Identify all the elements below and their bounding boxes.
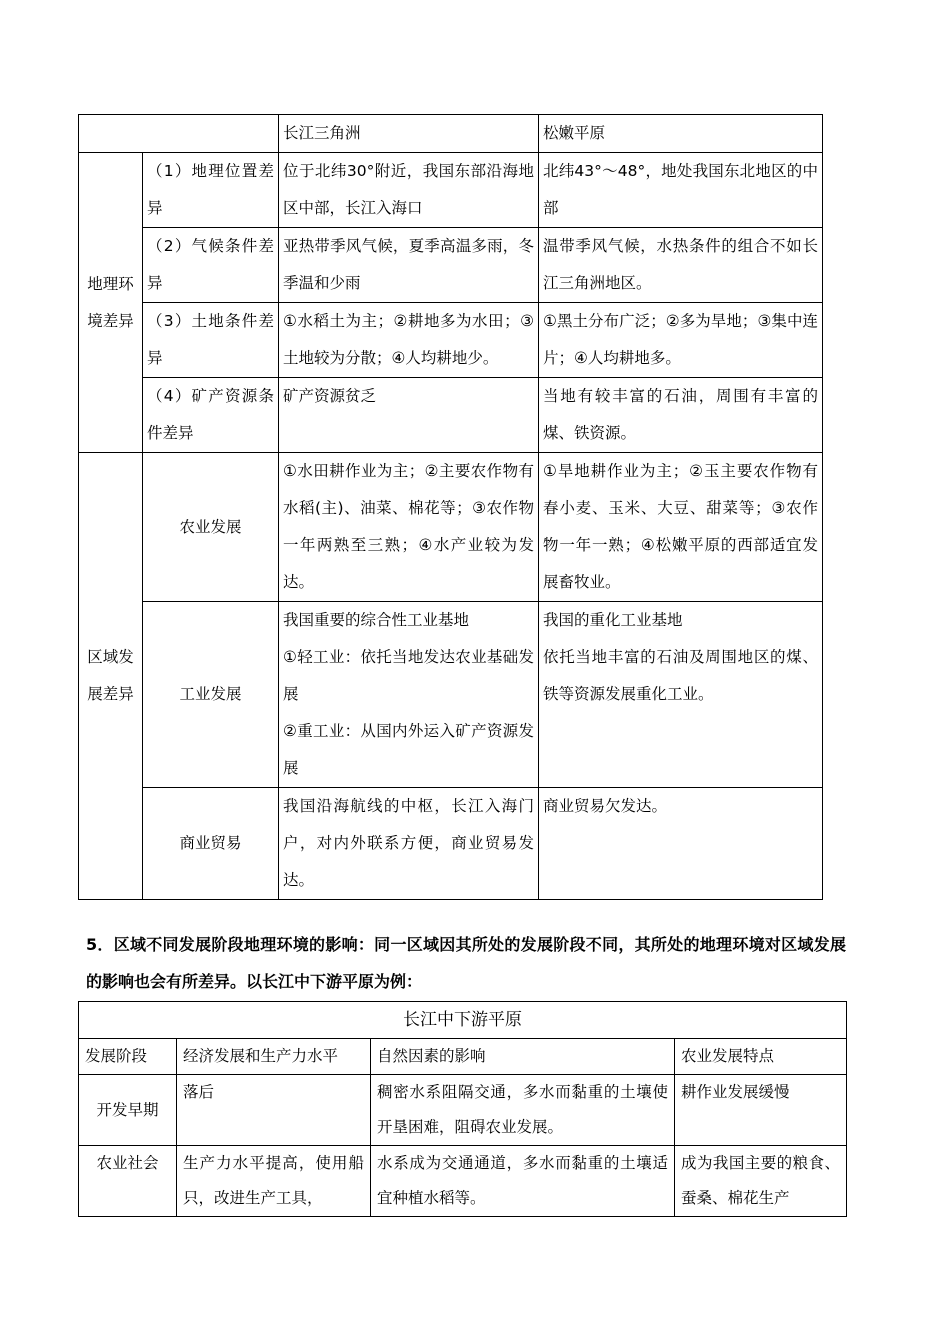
cell-songnen: 北纬43°～48°，地处我国东北地区的中部 xyxy=(539,153,823,228)
cell-yangtze: ①水稻土为主；②耕地多为水田；③土地较为分散；④人均耕地少。 xyxy=(279,303,539,378)
group-regional-development: 区域发展差异 xyxy=(79,453,143,900)
cell-agri xyxy=(675,1146,847,1217)
section-5-lead: 5．区域不同发展阶段地理环境的影响： xyxy=(86,935,375,954)
table-row xyxy=(79,378,823,453)
cell-line: ①水田耕作业为主；②主要农作物有水稻(主)、油菜、棉花等；③农作物一年两熟至三熟；④水产业较为发达。 xyxy=(283,462,534,591)
yangtze-plain-table xyxy=(78,1001,847,1217)
cell-text: 水系成为交通通道，多水而黏重的土壤适宜种植水稻等。 xyxy=(377,1154,668,1207)
cell-songnen xyxy=(539,602,823,788)
table-row xyxy=(79,1146,847,1217)
cell-line: 商业贸易欠发达。 xyxy=(543,797,668,815)
header-nature: 自然因素的影响 xyxy=(371,1039,675,1075)
row-label: 工业发展 xyxy=(143,602,279,788)
row-label: 农业发展 xyxy=(143,453,279,602)
table-row xyxy=(79,303,823,378)
header-stage: 发展阶段 xyxy=(79,1039,177,1075)
cell-yangtze xyxy=(279,453,539,602)
table-row xyxy=(79,788,823,900)
table-row xyxy=(79,602,823,788)
cell-agri: 耕作业发展缓慢 xyxy=(675,1075,847,1146)
header-blank-cell xyxy=(79,115,279,153)
cell-songnen: ①黑土分布广泛；②多为旱地；③集中连片；④人均耕地多。 xyxy=(539,303,823,378)
cell-line: 我国重要的综合性工业基地 xyxy=(283,611,470,629)
cell-songnen: 当地有较丰富的石油，周围有丰富的煤、铁资源。 xyxy=(539,378,823,453)
row-label: （2）气候条件差异 xyxy=(143,228,279,303)
table-row xyxy=(79,1075,847,1146)
cell-yangtze xyxy=(279,602,539,788)
cell-stage: 开发早期 xyxy=(79,1075,177,1146)
cell-economy xyxy=(177,1146,371,1217)
cell-line: 我国的重化工业基地 xyxy=(543,611,683,629)
section-5-paragraph xyxy=(86,926,846,1000)
row-label: （4）矿产资源条件差异 xyxy=(143,378,279,453)
cell-text: 成为我国主要的粮食、蚕桑、棉花生产 xyxy=(681,1154,840,1207)
cell-songnen xyxy=(539,453,823,602)
cell-yangtze xyxy=(279,788,539,900)
region-comparison-table xyxy=(78,114,823,900)
group-geo-environment: 地理环境差异 xyxy=(79,153,143,453)
header-agri: 农业发展特点 xyxy=(675,1039,847,1075)
cell-economy: 落后 xyxy=(177,1075,371,1146)
header-yangtze-delta: 长江三角洲 xyxy=(279,115,539,153)
table-title-row xyxy=(79,1002,847,1039)
row-label: （3）土地条件差异 xyxy=(143,303,279,378)
table-row xyxy=(79,228,823,303)
cell-songnen xyxy=(539,788,823,900)
header-songnen-plain: 松嫩平原 xyxy=(539,115,823,153)
cell-text: 生产力水平提高，使用船只，改进生产工具， xyxy=(183,1154,364,1207)
cell-nature xyxy=(371,1146,675,1217)
cell-nature: 稠密水系阻隔交通，多水而黏重的土壤使开垦困难，阻碍农业发展。 xyxy=(371,1075,675,1146)
header-economy: 经济发展和生产力水平 xyxy=(177,1039,371,1075)
cell-line: 我国沿海航线的中枢，长江入海门户，对内外联系方便，商业贸易发达。 xyxy=(283,797,534,889)
table-header-row xyxy=(79,115,823,153)
table-row xyxy=(79,153,823,228)
section-5-body: 同一区域因其所处的发展阶段不同，其所处的地理环境对区域发展的影响也会有所差异。以长江中下游平原为例： xyxy=(86,935,846,991)
row-label: 商业贸易 xyxy=(143,788,279,900)
cell-songnen: 温带季风气候，水热条件的组合不如长江三角洲地区。 xyxy=(539,228,823,303)
cell-stage: 农业社会 xyxy=(79,1146,177,1217)
cell-line: 依托当地丰富的石油及周围地区的煤、铁等资源发展重化工业。 xyxy=(543,648,818,703)
cell-yangtze: 亚热带季风气候，夏季高温多雨，冬季温和少雨 xyxy=(279,228,539,303)
table-row xyxy=(79,453,823,602)
cell-line: ①旱地耕作业为主；②玉主要农作物有春小麦、玉米、大豆、甜菜等；③农作物一年一熟；④松嫩平原的西部适宜发展畜牧业。 xyxy=(543,462,818,591)
cell-line: ①轻工业：依托当地发达农业基础发展 xyxy=(283,648,534,703)
table-title: 长江中下游平原 xyxy=(79,1002,847,1039)
table-header-row xyxy=(79,1039,847,1075)
cell-line: ②重工业：从国内外运入矿产资源发展 xyxy=(283,722,534,777)
row-label: （1）地理位置差异 xyxy=(143,153,279,228)
cell-yangtze: 矿产资源贫乏 xyxy=(279,378,539,453)
cell-yangtze: 位于北纬30°附近，我国东部沿海地区中部，长江入海口 xyxy=(279,153,539,228)
